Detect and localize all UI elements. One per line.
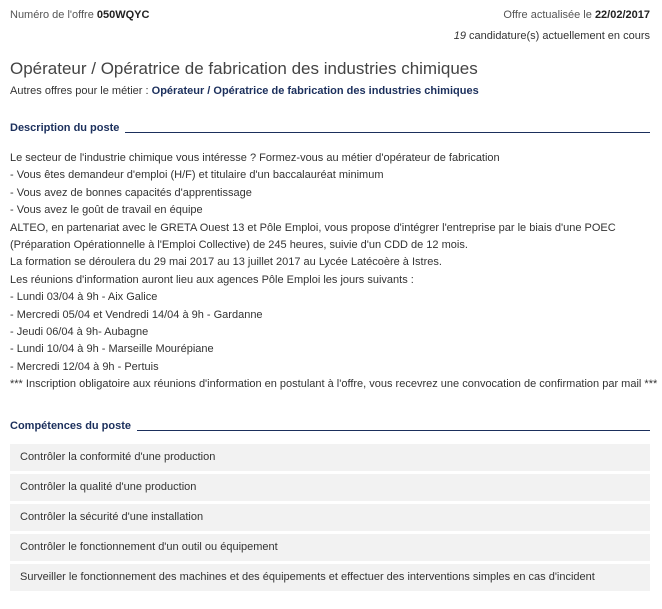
description-line: Les réunions d'information auront lieu aux agences Pôle Emploi les jours suivants :: [10, 273, 414, 286]
applications-number: 19: [453, 30, 466, 42]
other-offers-link[interactable]: Opérateur / Opératrice de fabrication des industries chimiques: [151, 85, 479, 97]
offer-updated-label: Offre actualisée le: [503, 9, 592, 21]
offer-number: [10, 9, 149, 21]
other-offers: [10, 85, 479, 97]
skill-item: Contrôler la sécurité d'une installation: [10, 504, 650, 531]
divider: [137, 430, 650, 431]
description-heading-label: Description du poste: [10, 122, 120, 134]
divider: [125, 132, 650, 133]
description-line: - Vous avez le goût de travail en équipe: [10, 204, 203, 217]
description-line: - Lundi 03/04 à 9h - Aix Galice: [10, 291, 158, 304]
skill-item: Contrôler le fonctionnement d'un outil ou équipement: [10, 534, 650, 561]
applications-count: [454, 30, 650, 42]
description-line: - Jeudi 06/04 à 9h- Aubagne: [10, 326, 149, 339]
description-line: - Mercredi 05/04 et Vendredi 14/04 à 9h - Gardanne: [10, 308, 263, 321]
skills-heading-label: Compétences du poste: [10, 420, 132, 432]
applications-text: candidature(s) actuellement en cours: [469, 30, 650, 42]
page-title: Opérateur / Opératrice de fabrication des industries chimiques: [10, 59, 478, 78]
description-heading: [10, 120, 650, 134]
description-line: - Mercredi 12/04 à 9h - Pertuis: [10, 360, 159, 373]
skills-list: [10, 444, 650, 594]
description-line: La formation se déroulera du 29 mai 2017 au 13 juillet 2017 au Lycée Latécoère à Istres.: [10, 256, 442, 269]
offer-updated: [503, 9, 650, 21]
skill-item: Contrôler la qualité d'une production: [10, 474, 650, 501]
description-line: - Vous avez de bonnes capacités d'apprentissage: [10, 186, 252, 199]
offer-number-value: 050WQYC: [96, 9, 150, 21]
description-line: - Vous êtes demandeur d'emploi (H/F) et titulaire d'un baccalauréat minimum: [10, 169, 384, 182]
description-line: Le secteur de l'industrie chimique vous intéresse ? Formez-vous au métier d'opérateur de fabrication: [10, 152, 500, 164]
skills-heading: [10, 418, 650, 432]
job-description: [10, 150, 658, 394]
skill-item: Surveiller le fonctionnement des machines et des équipements et effectuer des interventions simples en cas d'incident: [10, 564, 650, 591]
description-line: (Préparation Opérationnelle à l'Emploi Collective) de 245 heures, suivie d'un CDD de 12 mois.: [10, 239, 468, 252]
description-line: *** Inscription obligatoire aux réunions d'information en postulant à l'offre, vous recevrez une convocation de confirmation par mail ***: [10, 378, 658, 391]
skill-item: Contrôler la conformité d'une production: [10, 444, 650, 471]
other-offers-label: Autres offres pour le métier :: [10, 85, 149, 97]
offer-updated-date: 22/02/2017: [594, 9, 650, 21]
description-line: - Lundi 10/04 à 9h - Marseille Mourépiane: [10, 343, 214, 356]
offer-number-label: Numéro de l'offre: [10, 9, 94, 21]
description-line: ALTEO, en partenariat avec le GRETA Ouest 13 et Pôle Emploi, vous propose d'intégrer l'entreprise par le biais d'une POEC: [10, 221, 616, 234]
